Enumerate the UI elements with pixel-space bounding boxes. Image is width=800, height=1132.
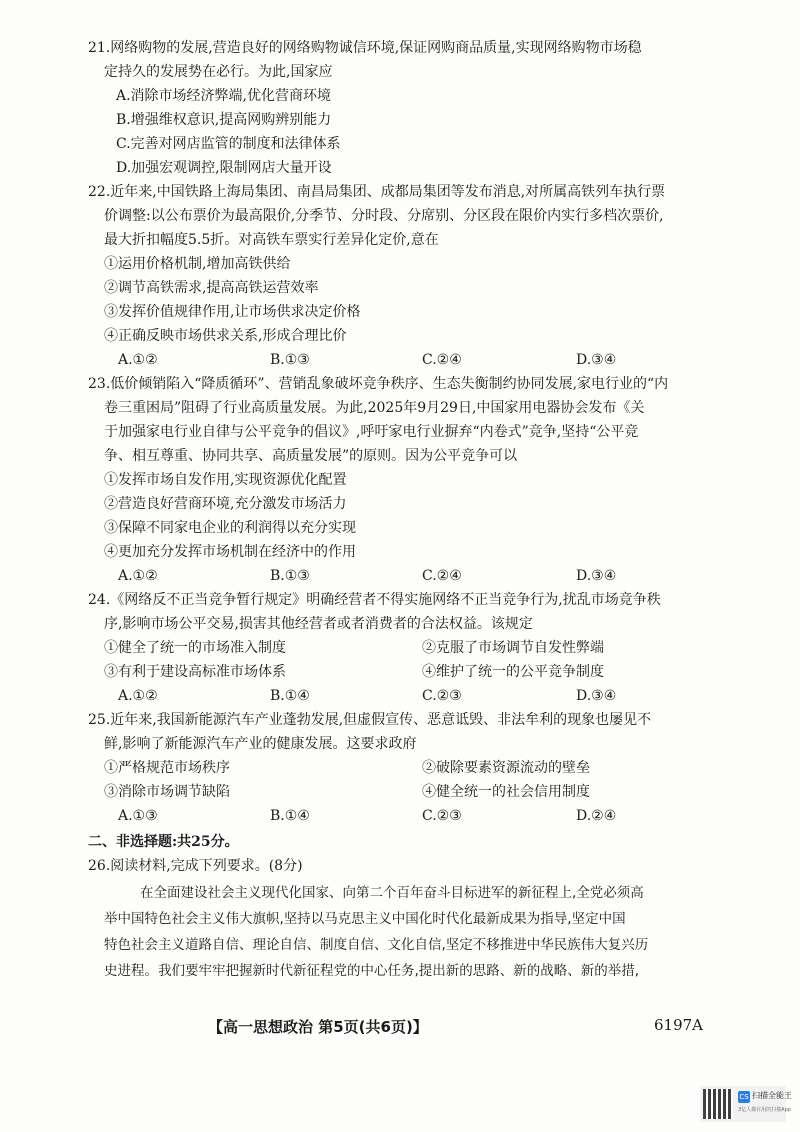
q24-statement-2: ②克服了市场调节自发性弊端	[422, 640, 604, 656]
q24-stem-line1: 24.《网络反不正当竞争暂行规定》明确经营者不得实施网络不正当竞争行为,扰乱市场竞争秩	[88, 592, 661, 608]
q22-statement-4: ④正确反映市场供求关系,形成合理比价	[104, 328, 347, 344]
q22-statement-3: ③发挥价值规律作用,让市场供求决定价格	[104, 304, 361, 320]
q23-stem-line1: 23.低价倾销陷入“降质循环”、营销乱象破坏竞争秩序、生态失衡制约协同发展,家电行业的“内	[88, 376, 669, 392]
q23-option-d: D.③④	[576, 568, 617, 584]
q23-option-a: A.①②	[118, 568, 158, 584]
q24-option-c: C.②③	[422, 688, 462, 704]
q24-statement-4: ④维护了统一的公平竞争制度	[422, 664, 604, 680]
q25-option-d: D.②④	[576, 808, 617, 824]
scanner-watermark	[700, 1086, 792, 1122]
q22-option-d: D.③④	[576, 352, 617, 368]
page-footer-code: 6197A	[654, 1016, 704, 1034]
q25-statement-4: ④健全统一的社会信用制度	[422, 784, 590, 800]
q24-statement-1: ①健全了统一的市场准入制度	[104, 640, 286, 656]
q22-stem-line1: 22.近年来,中国铁路上海局集团、南昌局集团、成都局集团等发布消息,对所属高铁列车执行票	[88, 184, 666, 200]
q21-option-c: C.完善对网店监管的制度和法律体系	[116, 136, 341, 152]
watermark-subtitle: 3亿人都在用的扫描App	[738, 1107, 791, 1113]
q25-statement-2: ②破除要素资源流动的壁垒	[422, 760, 590, 776]
q25-statement-1: ①严格规范市场秩序	[104, 760, 230, 776]
q21-option-a: A.消除市场经济弊端,优化营商环境	[116, 88, 332, 104]
q22-option-a: A.①②	[118, 352, 158, 368]
q21-stem-line2: 定持久的发展势在必行。为此,国家应	[104, 64, 333, 80]
q24-option-b: B.①④	[270, 688, 310, 704]
q25-option-a: A.①③	[118, 808, 158, 824]
qr-code-icon	[703, 1089, 733, 1119]
q25-stem-line1: 25.近年来,我国新能源汽车产业蓬勃发展,但虚假宣传、恶意诋毁、非法牟利的现象也屡见不	[88, 712, 652, 728]
q21-option-d: D.加强宏观调控,限制网店大量开设	[116, 160, 332, 176]
cs-logo-icon: CS	[739, 1093, 749, 1101]
page-footer-title: 【高一思想政治 第5页(共6页)】	[208, 1018, 428, 1036]
q21-option-b: B.增强维权意识,提高网购辨别能力	[116, 112, 332, 128]
q25-stem-line2: 鲜,影响了新能源汽车产业的健康发展。这要求政府	[104, 736, 417, 752]
q22-option-c: C.②④	[422, 352, 462, 368]
q24-stem-line2: 序,影响市场公平交易,损害其他经营者或者消费者的合法权益。该规定	[104, 616, 533, 632]
q23-statement-3: ③保障不同家电企业的利润得以充分实现	[104, 520, 356, 536]
q26-material-line1: 在全面建设社会主义现代化国家、向第二个百年奋斗目标进军的新征程上,全党必须高	[140, 885, 644, 901]
q26-material-line3: 特色社会主义道路自信、理论自信、制度自信、文化自信,坚定不移推进中华民族伟大复兴历	[104, 937, 649, 953]
q22-statement-2: ②调节高铁需求,提高高铁运营效率	[104, 280, 319, 296]
q25-option-b: B.①④	[270, 808, 310, 824]
q26-material-line4: 史进程。我们要牢牢把握新时代新征程党的中心任务,提出新的思路、新的战略、新的举措,	[104, 963, 640, 979]
q26-material-line2: 举中国特色社会主义伟大旗帜,坚持以马克思主义中国化时代化最新成果为指导,坚定中国	[104, 911, 626, 927]
q26-material	[104, 880, 710, 984]
q22-statement-1: ①运用价格机制,增加高铁供给	[104, 256, 291, 272]
q23-statement-4: ④更加充分发挥市场机制在经济中的作用	[104, 544, 356, 560]
q23-statement-2: ②营造良好营商环境,充分激发市场活力	[104, 496, 347, 512]
q25-statement-3: ③消除市场调节缺陷	[104, 784, 230, 800]
q24-option-a: A.①②	[118, 688, 158, 704]
q22-stem-line2: 价调整:以公布票价为最高限价,分季节、分时段、分席别、分区段在限价内实行多档次票价,	[104, 208, 664, 224]
q21-stem-line1: 21.网络购物的发展,营造良好的网络购物诚信环境,保证网购商品质量,实现网络购物市场稳	[88, 40, 642, 56]
q24-option-d: D.③④	[576, 688, 617, 704]
watermark-title: 扫描全能王	[752, 1091, 792, 1100]
section-heading: 二、非选择题:共25分。	[88, 834, 239, 850]
q26-stem: 26.阅读材料,完成下列要求。(8分)	[88, 858, 303, 874]
q23-stem-line4: 争、相互尊重、协同共享、高质量发展”的原则。因为公平竞争可以	[104, 448, 518, 464]
q22-stem-line3: 最大折扣幅度5.5折。对高铁车票实行差异化定价,意在	[104, 232, 439, 248]
q25-option-c: C.②③	[422, 808, 462, 824]
q23-option-b: B.①③	[270, 568, 310, 584]
q23-stem-line3: 于加强家电行业自律与公平竞争的倡议》,呼吁家电行业摒弃“内卷式”竞争,坚持“公平竞	[104, 424, 639, 440]
q22-option-b: B.①③	[270, 352, 310, 368]
q23-statement-1: ①发挥市场自发作用,实现资源优化配置	[104, 472, 347, 488]
q23-stem-line2: 卷三重困局”阻碍了行业高质量发展。为此,2025年9月29日,中国家用电器协会发布《关	[104, 400, 645, 416]
q24-statement-3: ③有利于建设高标准市场体系	[104, 664, 286, 680]
q23-option-c: C.②④	[422, 568, 462, 584]
